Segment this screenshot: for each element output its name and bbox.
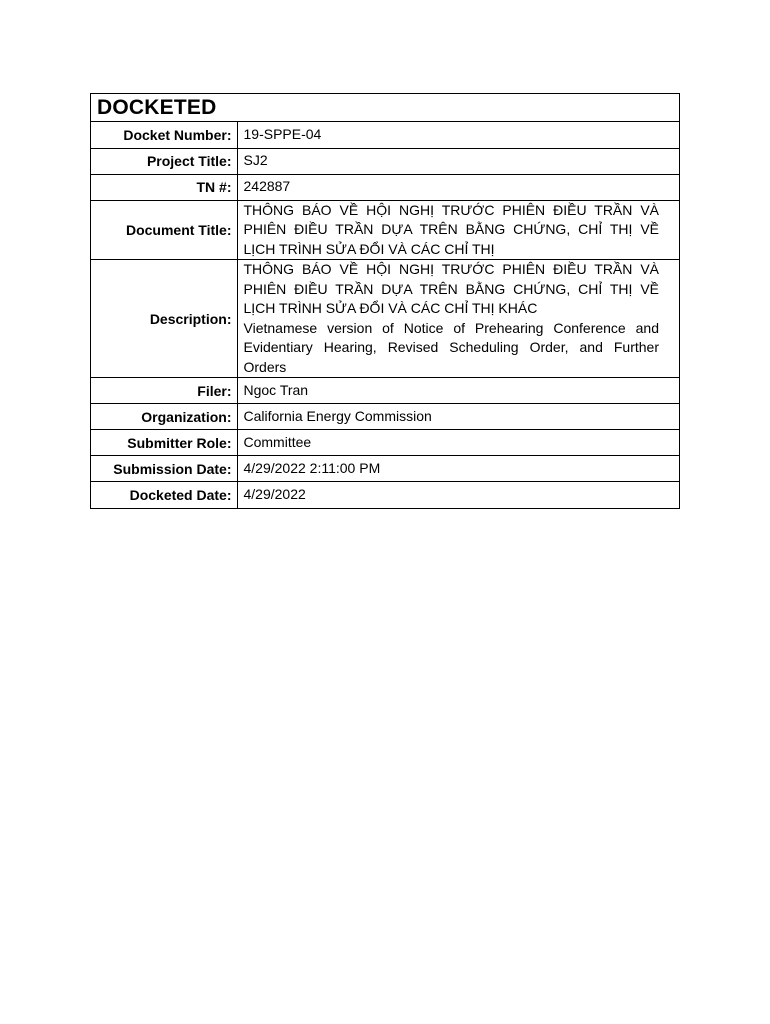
row-submitter-role: [91, 430, 679, 456]
docket-info-table: [91, 122, 679, 508]
description-line: Vietnamese version of Notice of Prehearing Conference and: [243, 319, 659, 336]
organization-value: California Energy Commission: [237, 404, 679, 430]
project-title-value: SJ2: [237, 148, 679, 174]
docketed-date-value: 4/29/2022: [237, 482, 679, 508]
submission-date-value: 4/29/2022 2:11:00 PM: [237, 456, 679, 482]
submitter-role-label: Submitter Role:: [91, 430, 237, 456]
submitter-role-value: Committee: [237, 430, 679, 456]
filer-value: Ngoc Tran: [237, 378, 679, 404]
row-docket-number: [91, 122, 679, 148]
row-project-title: [91, 148, 679, 174]
docketed-date-label: Docketed Date:: [91, 482, 237, 508]
docketed-header: DOCKETED: [91, 94, 679, 122]
description-line: PHIÊN ĐIỀU TRẦN DỰA TRÊN BẰNG CHỨNG, CHỈ THỊ VỀ: [243, 280, 659, 297]
description-line: THÔNG BÁO VỀ HỘI NGHỊ TRƯỚC PHIÊN ĐIỀU TRẦN VÀ: [243, 261, 659, 277]
document-title-value: [237, 200, 679, 260]
description-value: [237, 260, 679, 378]
row-description: [91, 260, 679, 378]
description-line: Evidentiary Hearing, Revised Scheduling Order, and Further: [243, 339, 659, 355]
document-title-line: PHIÊN ĐIỀU TRẦN DỰA TRÊN BẰNG CHỨNG, CHỈ THỊ VỀ: [243, 221, 659, 237]
row-organization: [91, 404, 679, 430]
row-submission-date: [91, 456, 679, 482]
row-document-title: [91, 200, 679, 260]
row-tn: [91, 174, 679, 200]
row-docketed-date: [91, 482, 679, 508]
description-label: Description:: [91, 260, 237, 378]
docket-number-label: Docket Number:: [91, 122, 237, 148]
project-title-label: Project Title:: [91, 148, 237, 174]
description-line: Orders: [243, 358, 287, 375]
filer-label: Filer:: [91, 378, 237, 404]
docket-number-value: 19-SPPE-04: [243, 126, 322, 142]
organization-label: Organization:: [91, 404, 237, 430]
docket-cover-box: [90, 93, 680, 509]
tn-value: 242887: [237, 174, 679, 200]
document-title-line: THÔNG BÁO VỀ HỘI NGHỊ TRƯỚC PHIÊN ĐIỀU TRẦN VÀ: [243, 201, 659, 218]
document-title-label: Document Title:: [91, 200, 237, 260]
submission-date-label: Submission Date:: [91, 456, 237, 482]
document-title-line: LỊCH TRÌNH SỬA ĐỔI VÀ CÁC CHỈ THỊ: [243, 240, 495, 257]
tn-label: TN #:: [91, 174, 237, 200]
description-line: LỊCH TRÌNH SỬA ĐỔI VÀ CÁC CHỈ THỊ KHÁC: [243, 300, 538, 316]
row-filer: [91, 378, 679, 404]
